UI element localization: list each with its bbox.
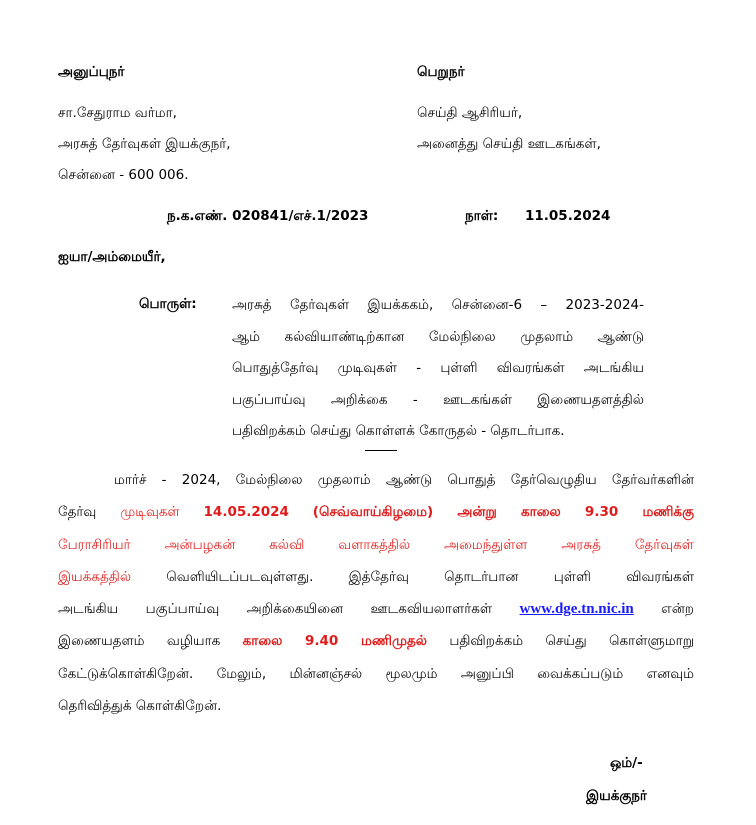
subject-line: பகுப்பாய்வு அறிக்கை - ஊடகங்கள் இணையதளத்தில் (232, 391, 644, 408)
body-text: இணையதளம் வழியாக (58, 633, 221, 650)
sender-city: சென்னை - 600 006. (58, 167, 189, 183)
body-text: என்ற (661, 601, 694, 618)
body-line: கேட்டுக்கொள்கிறேன். மேலும், மின்னஞ்சல் மூலமும் அனுப்பி வைக்கப்படும் எனவும் (58, 665, 694, 682)
subject-text (232, 290, 644, 448)
body-text: பதிவிறக்கம் செய்து கொள்ளுமாறு (449, 633, 695, 650)
body-line: தெரிவித்துக் கொள்கிறேன். (58, 698, 222, 715)
subject-label: பொருள்: (139, 296, 197, 312)
body-text: அடங்கிய பகுப்பாய்வு அறிக்கையினை ஊடகவியலாளர்கள் (58, 601, 493, 618)
date-label: நாள்: (465, 208, 499, 224)
signature-title: இயக்குநர் (586, 788, 647, 804)
body-line (58, 593, 694, 625)
venue-line: பேராசிரியர் அன்பழகன் கல்வி வளாகத்தில் அமைந்துள்ள அரசுத் தேர்வுகள் (58, 536, 694, 553)
result-word: முடிவுகள் (120, 504, 180, 521)
recipient-heading: பெறுநர் (417, 64, 465, 80)
signature-signed: ஒம்/- (610, 755, 643, 771)
sender-name: சா.சேதுராம வர்மா, (58, 105, 177, 121)
venue-end: இயக்கத்தில் (58, 568, 132, 585)
body-line (58, 625, 694, 657)
sender-designation: அரசுத் தேர்வுகள் இயக்குநர், (58, 136, 231, 152)
separator-rule (365, 450, 397, 451)
reference-number: ந.க.எண். 020841/எச்.1/2023 (167, 208, 369, 224)
body-line (58, 496, 694, 528)
salutation: ஐயா/அம்மையீர், (58, 249, 166, 265)
sender-heading: அனுப்புநர் (58, 64, 125, 80)
recipient-org: அனைத்து செய்தி ஊடகங்கள், (417, 136, 601, 152)
body-text: தேர்வு (58, 504, 97, 521)
website-link[interactable]: www.dge.tn.nic.in (519, 601, 634, 618)
result-time: (செவ்வாய்கிழமை) அன்று காலை 9.30 மணிக்கு (312, 504, 694, 521)
date-value: 11.05.2024 (525, 208, 611, 224)
subject-line: அரசுத் தேர்வுகள் இயக்ககம், சென்னை-6 – 2023-2024- (232, 297, 644, 313)
body-text: இத்தேர்வு தொடர்பான புள்ளி விவரங்கள் (348, 568, 695, 585)
result-date: 14.05.2024 (203, 504, 289, 521)
download-time: காலை 9.40 மணிமுதல் (242, 633, 427, 650)
body-text: வெளியிடப்படவுள்ளது. (166, 568, 314, 585)
subject-line: பொதுத்தேர்வு முடிவுகள் - புள்ளி விவரங்கள் அடங்கிய (232, 360, 644, 376)
body-line: மார்ச் - 2024, மேல்நிலை முதலாம் ஆண்டு பொதுத் தேர்வெழுதிய தேர்வர்களின் (114, 472, 694, 488)
subject-line: பதிவிறக்கம் செய்து கொள்ளக் கோருதல் - தொடர்பாக. (232, 423, 565, 439)
recipient-designation: செய்தி ஆசிரியர், (417, 105, 523, 121)
subject-line: ஆம் கல்வியாண்டிற்கான மேல்நிலை முதலாம் ஆண்டு (232, 328, 644, 345)
body-line (58, 561, 694, 593)
body-paragraph (58, 464, 694, 722)
